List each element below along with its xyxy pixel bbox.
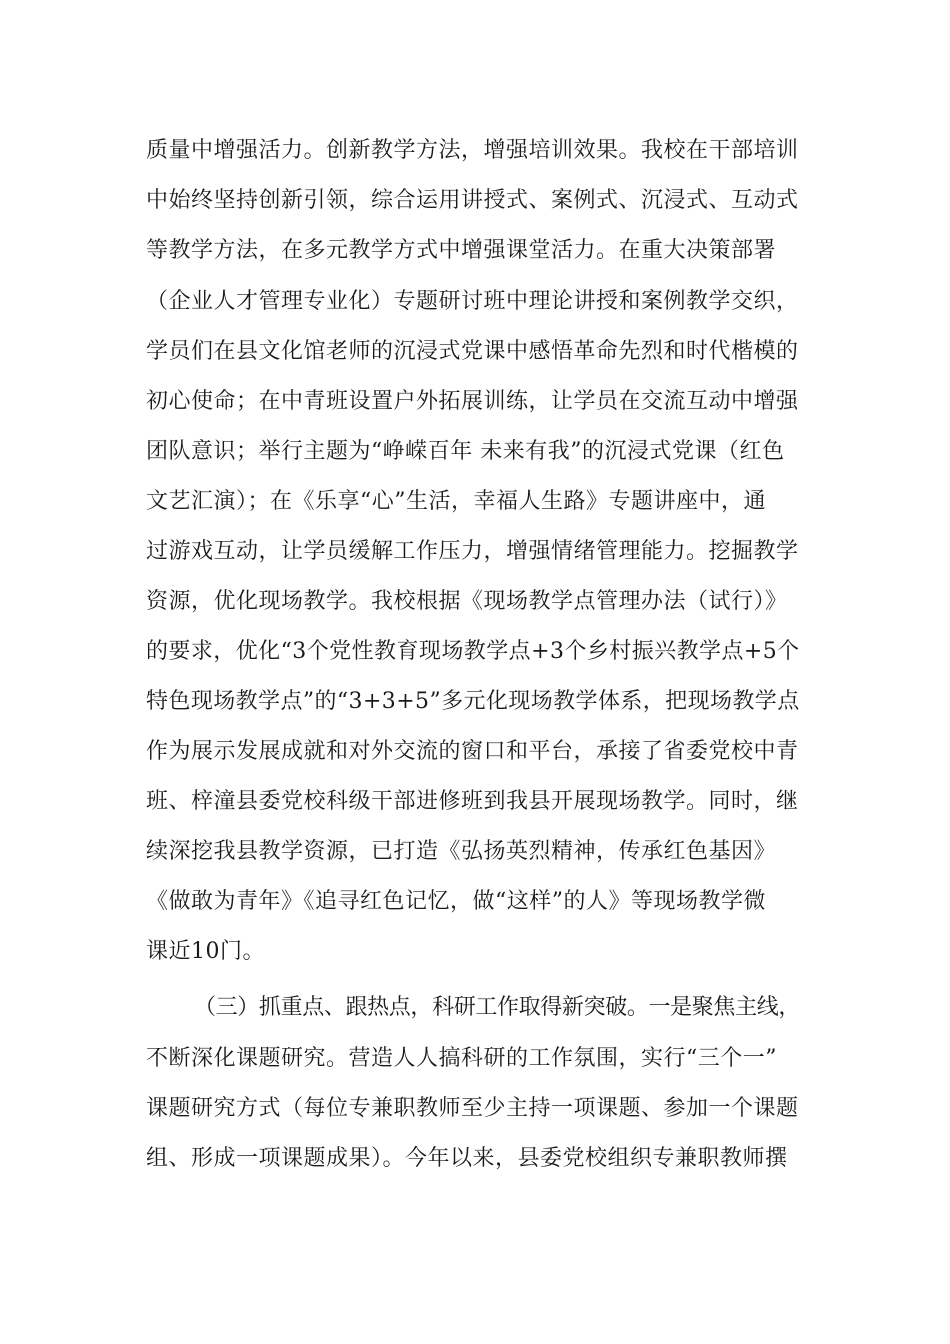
text-line: 《做敢为青年》《追寻红色记忆，做“这样”的人》等现场教学微 — [146, 889, 766, 914]
text-line: 资源，优化现场教学。我校根据《现场教学点管理办法（试行）》 — [146, 589, 788, 614]
text-line: 等教学方法，在多元教学方式中增强课堂活力。在重大决策部署 — [146, 238, 777, 263]
text-line: 初心使命；在中青班设置户外拓展训练，让学员在交流互动中增强 — [146, 389, 799, 414]
text-line: 文艺汇演）；在《乐享“心”生活，幸福人生路》专题讲座中，通 — [146, 489, 766, 514]
text-line: 的要求，优化“3个党性教育现场教学点+3个乡村振兴教学点+5个 — [146, 639, 800, 664]
text-line: 过游戏互动，让学员缓解工作压力，增强情绪管理能力。挖掘教学 — [146, 539, 799, 564]
text-line: 中始终坚持创新引领，综合运用讲授式、案例式、沉浸式、互动式 — [146, 188, 799, 213]
text-line: 质量中增强活力。创新教学方法，增强培训效果。我校在干部培训 — [146, 138, 799, 163]
text-line: 续深挖我县教学资源，已打造《弘扬英烈精神，传承红色基因》 — [146, 839, 777, 864]
text-line: 学员们在县文化馆老师的沉浸式党课中感悟革命先烈和时代楷模的 — [146, 339, 799, 364]
text-line: 团队意识；举行主题为“峥嵘百年 未来有我”的沉浸式党课（红色 — [146, 439, 785, 464]
text-line: 班、梓潼县委党校科级干部进修班到我县开展现场教学。同时，继 — [146, 789, 799, 814]
text-line: 不断深化课题研究。营造人人搞科研的工作氛围，实行“三个一” — [146, 1046, 777, 1071]
text-line: 作为展示发展成就和对外交流的窗口和平台，承接了省委党校中青 — [146, 739, 799, 764]
section-heading-line: （三）抓重点、跟热点，科研工作取得新突破。一是聚焦主线， — [194, 995, 801, 1020]
text-line: （企业人才管理专业化）专题研讨班中理论讲授和案例教学交织， — [146, 289, 799, 314]
text-line: 课近10门。 — [146, 939, 265, 964]
text-line: 课题研究方式（每位专兼职教师至少主持一项课题、参加一个课题 — [146, 1096, 799, 1121]
text-line: 特色现场教学点”的“3+3+5”多元化现场教学体系，把现场教学点 — [146, 689, 800, 714]
text-line: 组、形成一项课题成果）。今年以来，县委党校组织专兼职教师撰 — [146, 1146, 788, 1171]
